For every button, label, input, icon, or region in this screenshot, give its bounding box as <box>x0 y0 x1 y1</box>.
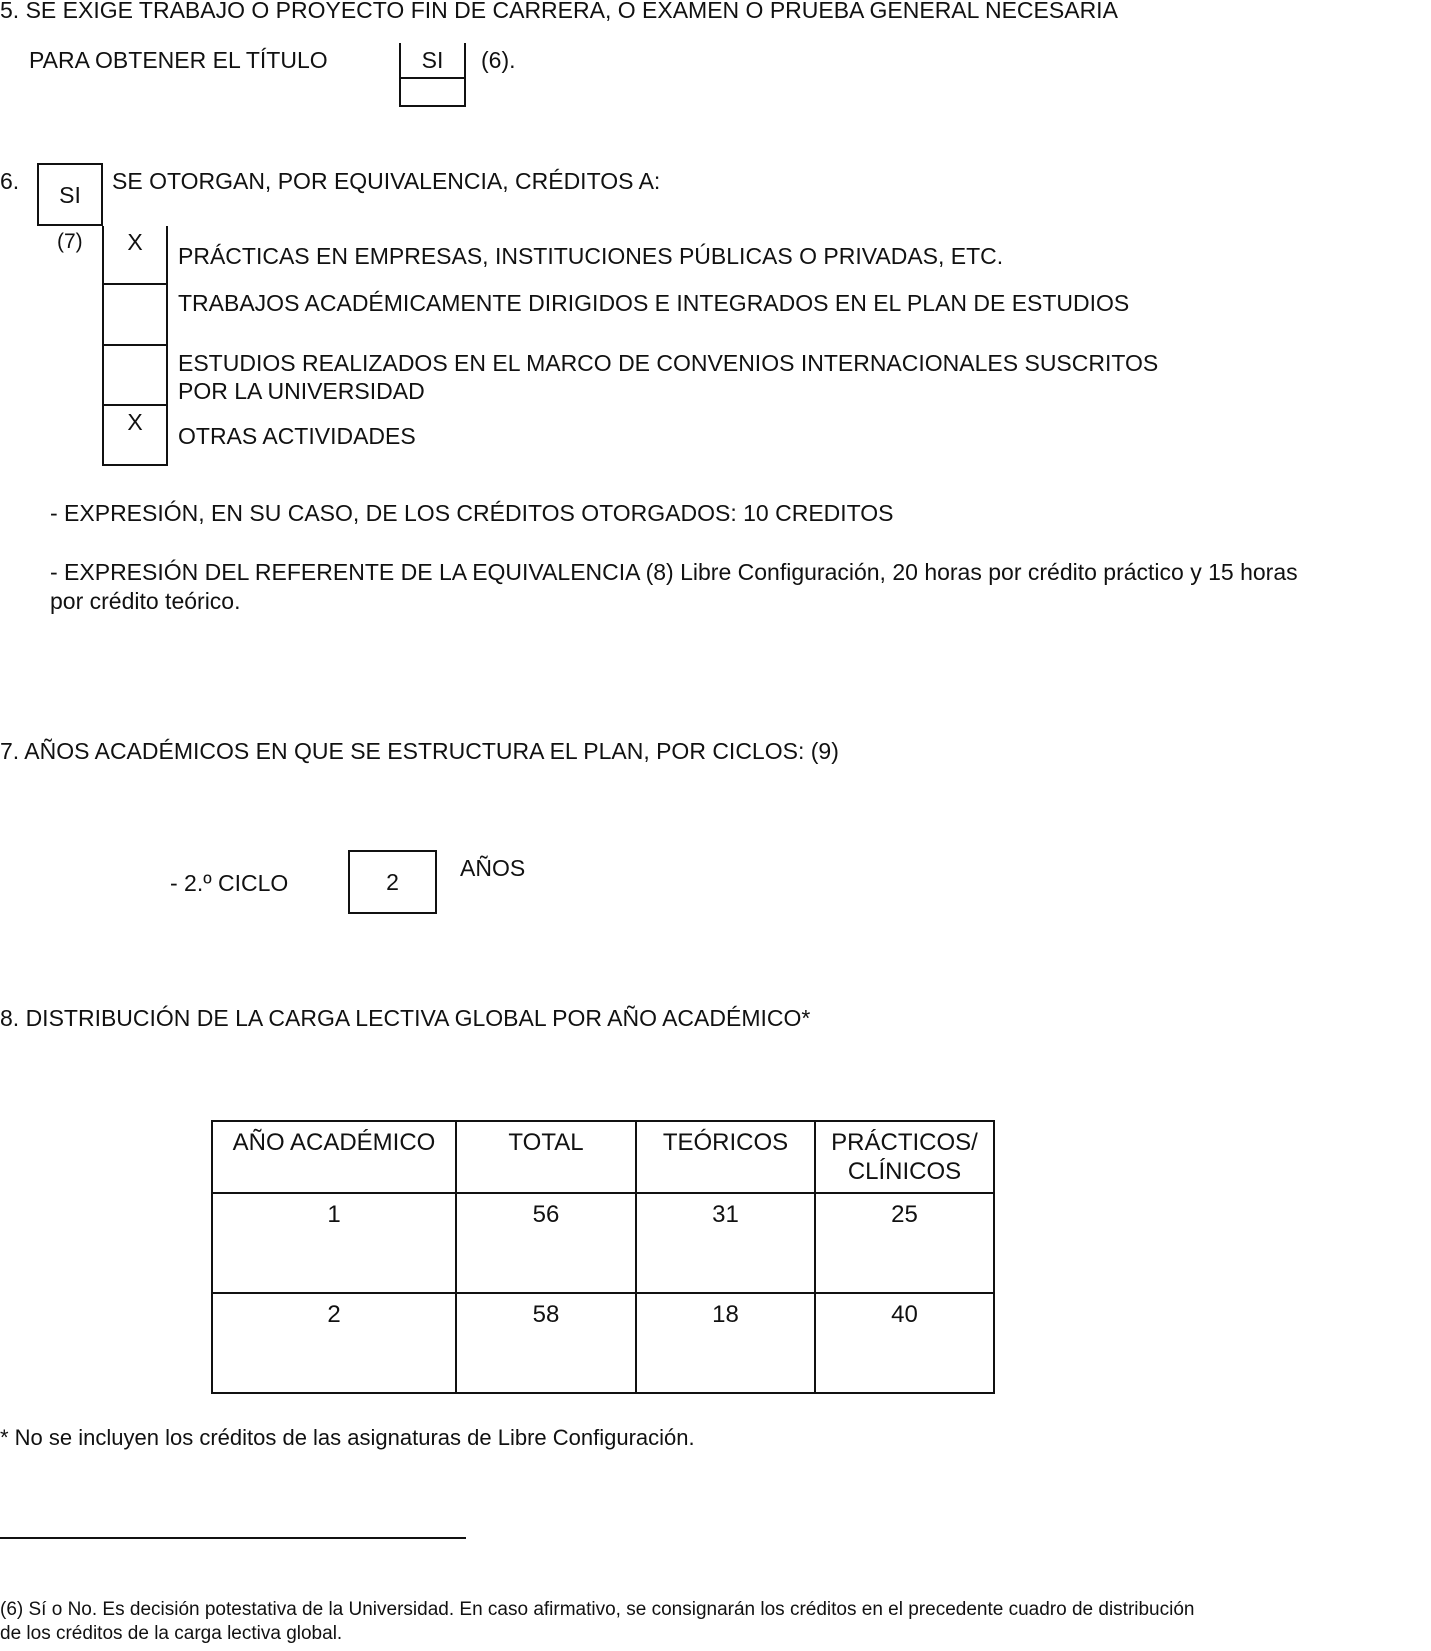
header-total: TOTAL <box>456 1121 636 1193</box>
cycle-label: - 2.º CICLO <box>170 870 289 896</box>
table-footnote: * No se incluyen los créditos de las asignaturas de Libre Configuración. <box>0 1425 695 1450</box>
equivalence-referent-line2: por crédito teórico. <box>50 588 241 614</box>
option-4-mark: X <box>127 409 143 435</box>
table-row <box>212 1193 994 1293</box>
option-3-label: ESTUDIOS REALIZADOS EN EL MARCO DE CONVENIOS INTERNACIONALES SUSCRITOS <box>178 350 1159 376</box>
cell-practical: 40 <box>815 1293 994 1393</box>
option-3-label-cont: POR LA UNIVERSIDAD <box>178 378 425 404</box>
section6-answer: SI <box>59 182 81 208</box>
footnote-6-line2: de los créditos de la carga lectiva global. <box>0 1623 343 1644</box>
cell-total: 56 <box>456 1193 636 1293</box>
section8-heading: 8. DISTRIBUCIÓN DE LA CARGA LECTIVA GLOBAL POR AÑO ACADÉMICO* <box>0 1005 811 1031</box>
header-academic-year: AÑO ACADÉMICO <box>212 1121 456 1193</box>
option-4-label: OTRAS ACTIVIDADES <box>178 423 416 449</box>
cell-total: 58 <box>456 1293 636 1393</box>
table-header-row <box>212 1121 994 1193</box>
section7-heading: 7. AÑOS ACADÉMICOS EN QUE SE ESTRUCTURA EL PLAN, POR CICLOS: (9) <box>0 738 839 764</box>
footnote-6-line1: (6) Sí o No. Es decisión potestativa de la Universidad. En caso afirmativo, se consignarán los créditos en el precedente cuadro de distribución <box>0 1599 1195 1620</box>
footnote-separator <box>0 1537 466 1539</box>
header-practical: PRÁCTICOS/ CLÍNICOS <box>815 1121 994 1193</box>
cell-year: 1 <box>212 1193 456 1293</box>
academic-load-table <box>211 1120 995 1394</box>
option-1-label: PRÁCTICAS EN EMPRESAS, INSTITUCIONES PÚBLICAS O PRIVADAS, ETC. <box>178 243 1004 269</box>
section6-number: 6. <box>0 168 20 194</box>
section5-line2: PARA OBTENER EL TÍTULO <box>29 47 328 73</box>
cell-theoretical: 18 <box>636 1293 815 1393</box>
header-theoretical: TEÓRICOS <box>636 1121 815 1193</box>
years-label: AÑOS <box>460 855 526 881</box>
option-2-label: TRABAJOS ACADÉMICAMENTE DIRIGIDOS E INTEGRADOS EN EL PLAN DE ESTUDIOS <box>178 290 1130 316</box>
section5-line1: 5. SE EXIGE TRABAJO O PROYECTO FIN DE CARRERA, O EXAMEN O PRUEBA GENERAL NECESARIA <box>0 0 1118 23</box>
section6-heading: SE OTORGAN, POR EQUIVALENCIA, CRÉDITOS A: <box>112 168 661 194</box>
cell-theoretical: 31 <box>636 1193 815 1293</box>
table-row <box>212 1293 994 1393</box>
credits-granted-line: - EXPRESIÓN, EN SU CASO, DE LOS CRÉDITOS OTORGADOS: 10 CREDITOS <box>50 500 894 526</box>
equivalence-referent-line1: - EXPRESIÓN DEL REFERENTE DE LA EQUIVALENCIA (8) Libre Configuración, 20 horas por crédito práctico y 15 horas <box>50 559 1298 585</box>
section6-note: (7) <box>57 230 83 253</box>
option-1-mark: X <box>127 229 143 255</box>
cell-year: 2 <box>212 1293 456 1393</box>
cell-practical: 25 <box>815 1193 994 1293</box>
section5-note: (6). <box>481 47 516 73</box>
cycle-years: 2 <box>386 869 399 895</box>
section5-answer: SI <box>421 47 444 73</box>
